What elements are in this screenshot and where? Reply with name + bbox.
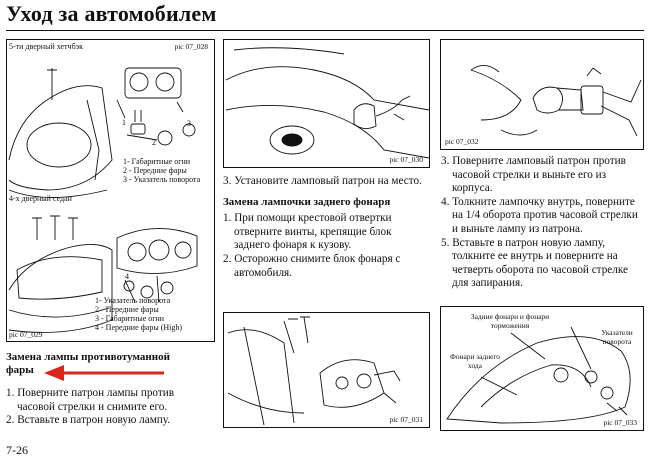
rear-step: 2. Осторожно снимите блок фонаря с автомобиля. [223, 252, 401, 279]
legend-bottom-item: 4 - Передние фары (High) [95, 323, 183, 332]
legend-bottom-item: 2 - Передние фары [95, 305, 159, 314]
fog-step: 1. Поверните патрон лампы против часовой стрелки и снимите его. [6, 387, 175, 413]
legend-top-item: 3 - Указатель поворота [123, 175, 201, 184]
numeral-3: 3 [187, 119, 191, 128]
bulb-socket-drawing [441, 40, 645, 151]
right-steps [441, 155, 644, 291]
figure-fog-lamp [223, 39, 430, 168]
pic-id-031: pic 07_031 [389, 415, 423, 424]
pic-id-030: pic 07_030 [389, 155, 423, 164]
sedan-label: 4-х дверный седан [9, 194, 72, 203]
legend-bottom-item: 3 - Габаритные огни [95, 314, 165, 323]
callout-turn-signals: Указатели поворота [601, 328, 633, 346]
legend-top-item: 1- Габаритные огни [123, 157, 191, 166]
rear-lamp-drawing [224, 313, 431, 429]
pic-id-028: pic 07_028 [174, 42, 208, 51]
page-title: Уход за автомобилем [6, 1, 217, 26]
numeral-2: 2 [152, 138, 156, 147]
legend-top-item: 2 - Передние фары [123, 166, 187, 175]
figure-headlamps [6, 39, 215, 342]
callout-stop-lamps: Задние фонари и фонари торможения [470, 312, 550, 330]
pic-id-032: pic 07_032 [445, 137, 479, 146]
legend-top [123, 157, 200, 184]
legend-bottom [95, 296, 182, 332]
hatchback-label: 5-ти дверный хетчбэк [9, 42, 83, 51]
rear-step: 1. При помощи крестовой отвертки отверните винты, крепящие блок заднего фонаря к кузову. [223, 212, 392, 252]
numeral-1: 1 [122, 118, 126, 127]
title-rule [6, 30, 644, 31]
fog-lamp-drawing [224, 40, 431, 169]
right-step: 4. Толкните лампочку внутрь, поверните на 1/4 оборота против часовой стрелки и выньте лампу из патрона. [441, 195, 638, 235]
pic-id-029: pic 07_029 [9, 330, 43, 339]
right-step: 3. Поверните ламповый патрон против часовой стрелки и выньте его из корпуса. [441, 155, 626, 195]
fog-heading: Замена лампы противотуманной фары [6, 351, 170, 376]
fog-steps [6, 387, 214, 428]
figure-rear-lamp-callouts [440, 306, 644, 431]
page-number: 7-26 [6, 443, 28, 457]
fog-step: 2. Вставьте в патрон новую лампу. [6, 414, 171, 427]
numeral-4: 4 [125, 272, 129, 281]
figure-rear-lamp-removal [223, 312, 430, 428]
middle-text [223, 175, 428, 280]
figure-bulb-socket [440, 39, 644, 150]
right-step: 5. Вставьте в патрон новую лампу, толкните ее внутрь и поверните на четверть оборота по часовой стрелке для запирания. [441, 236, 628, 290]
rear-heading: Замена лампочки заднего фонаря [223, 195, 391, 208]
pic-id-033: pic 07_033 [603, 418, 637, 427]
legend-bottom-item: 1- Указатель поворота [95, 296, 171, 305]
callout-reverse-lamps: Фонари заднего хода [449, 352, 500, 370]
step-3-install: 3. Установите ламповый патрон на место. [223, 175, 422, 187]
